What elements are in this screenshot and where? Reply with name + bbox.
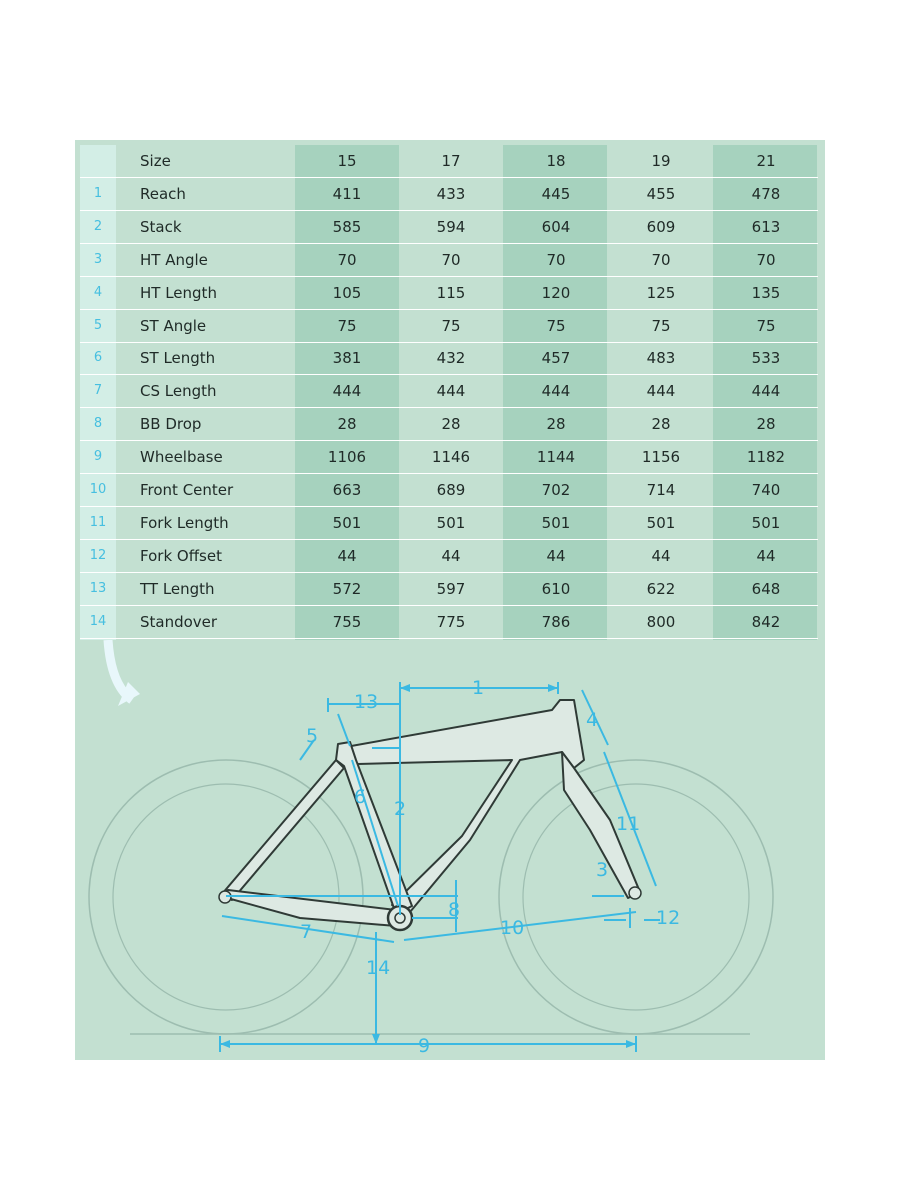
- table-cell: 115: [436, 283, 466, 302]
- dim-label-fork-offset: 12: [656, 907, 681, 929]
- table-row: [80, 540, 818, 573]
- table-cell: 1106: [327, 448, 367, 467]
- table-cell: 445: [541, 184, 571, 203]
- row-number: 2: [93, 218, 103, 234]
- row-number: 1: [93, 185, 103, 201]
- table-cell: 44: [441, 546, 461, 565]
- table-cell: 28: [546, 415, 566, 434]
- size-header: 15: [337, 152, 357, 170]
- row-number: 3: [93, 251, 103, 267]
- table-cell: 444: [332, 382, 362, 401]
- table-cell: 786: [541, 612, 571, 631]
- row-number: 4: [93, 284, 103, 300]
- table-row: [80, 606, 818, 639]
- row-label: TT Length: [140, 579, 215, 598]
- table-cell: 411: [332, 184, 362, 203]
- dim-label-front-center: 10: [500, 917, 525, 939]
- dim-label-stack: 2: [394, 798, 407, 820]
- table-cell: 70: [756, 250, 776, 269]
- table-row: [80, 408, 818, 441]
- row-label: HT Angle: [140, 250, 208, 269]
- table-cell: 120: [541, 283, 571, 302]
- size-header: 18: [546, 152, 566, 170]
- table-cell: 44: [546, 546, 566, 565]
- table-row: [80, 277, 818, 310]
- row-label: Reach: [140, 184, 186, 203]
- table-cell: 663: [332, 481, 362, 499]
- row-number: 8: [93, 416, 103, 432]
- table-cell: 501: [751, 513, 781, 532]
- dim-label-ht-length: 4: [586, 709, 599, 731]
- table-cell: 44: [651, 546, 671, 565]
- table-cell: 501: [436, 513, 466, 532]
- table-cell: 594: [436, 217, 466, 236]
- table-cell: 433: [436, 184, 466, 203]
- table-cell: 432: [436, 349, 466, 368]
- table-cell: 622: [646, 579, 676, 598]
- table-cell: 70: [337, 250, 357, 269]
- table-cell: 75: [337, 316, 357, 335]
- table-cell: 604: [541, 217, 571, 236]
- table-cell: 70: [441, 250, 461, 269]
- table-cell: 105: [332, 283, 362, 302]
- table-cell: 613: [751, 217, 781, 236]
- table-cell: 501: [541, 513, 571, 532]
- row-label: ST Angle: [140, 316, 207, 335]
- table-cell: 501: [332, 513, 362, 532]
- row-label: Wheelbase: [140, 448, 223, 467]
- table-cell: 70: [546, 250, 566, 269]
- dim-label-reach: 1: [472, 677, 485, 699]
- table-cell: 75: [546, 316, 566, 335]
- dim-label-wheelbase: 9: [418, 1035, 431, 1057]
- row-number: 5: [93, 317, 103, 333]
- table-cell: 75: [651, 316, 671, 335]
- table-cell: 28: [337, 415, 357, 434]
- table-cell: 755: [332, 612, 362, 631]
- dim-label-standover: 14: [366, 957, 391, 979]
- row-label: Fork Offset: [140, 546, 222, 565]
- table-cell: 775: [436, 612, 466, 631]
- table-cell: 75: [441, 316, 461, 335]
- table-cell: 572: [332, 579, 362, 598]
- size-header-label: Size: [140, 152, 171, 170]
- table-cell: 501: [646, 513, 676, 532]
- dim-label-st-length: 6: [354, 786, 367, 808]
- table-cell: 648: [751, 579, 781, 598]
- table-cell: 1146: [431, 448, 471, 467]
- table-cell: 478: [751, 184, 781, 203]
- table-header-row: [80, 145, 818, 178]
- row-label: BB Drop: [140, 415, 202, 434]
- row-number: 12: [89, 547, 107, 563]
- size-header: 21: [756, 152, 776, 170]
- table-row: [80, 178, 818, 211]
- row-number: 9: [93, 449, 103, 465]
- table-cell: 533: [751, 349, 781, 368]
- table-cell: 444: [541, 382, 571, 401]
- table-row: [80, 244, 818, 277]
- table-cell: 444: [436, 382, 466, 401]
- table-cell: 689: [436, 481, 466, 499]
- dim-label-ht-angle: 3: [596, 859, 609, 881]
- table-cell: 1182: [746, 448, 786, 467]
- row-number: 7: [93, 383, 103, 399]
- table-cell: 28: [756, 415, 776, 434]
- table-cell: 585: [332, 217, 362, 236]
- table-cell: 609: [646, 217, 676, 236]
- table-row: [80, 507, 818, 540]
- row-label: ST Length: [140, 349, 216, 368]
- table-row: [80, 441, 818, 474]
- size-header: 19: [651, 152, 671, 170]
- size-header: 17: [441, 152, 461, 170]
- table-cell: 610: [541, 579, 571, 598]
- bike-frame: [220, 700, 640, 926]
- table-row: [80, 573, 818, 606]
- table-cell: 75: [756, 316, 776, 335]
- row-label: Front Center: [140, 481, 234, 499]
- table-cell: 125: [646, 283, 676, 302]
- dim-label-cs-length: 7: [300, 921, 313, 943]
- table-cell: 381: [332, 349, 362, 368]
- table-cell: 44: [756, 546, 776, 565]
- table-cell: 702: [541, 481, 571, 499]
- dim-label-tt-length: 13: [354, 691, 379, 713]
- front-axle: [629, 887, 641, 899]
- table-cell: 44: [337, 546, 357, 565]
- table-row: [80, 211, 818, 244]
- table-cell: 444: [646, 382, 676, 401]
- row-label: CS Length: [140, 382, 217, 401]
- row-label: Stack: [140, 217, 182, 236]
- table-cell: 842: [751, 612, 781, 631]
- table-row: [80, 375, 818, 408]
- table-cell: 28: [651, 415, 671, 434]
- table-cell: 714: [646, 481, 676, 499]
- table-cell: 70: [651, 250, 671, 269]
- table-row: [80, 474, 818, 507]
- table-row: [80, 342, 818, 375]
- row-label: Fork Length: [140, 513, 229, 532]
- table-row: [80, 310, 818, 343]
- row-number: 13: [89, 580, 107, 596]
- table-cell: 444: [751, 382, 781, 401]
- table-cell: 455: [646, 184, 676, 203]
- dim-label-st-angle: 5: [306, 725, 319, 747]
- table-cell: 135: [751, 283, 781, 302]
- table-cell: 1156: [641, 448, 681, 467]
- row-label: Standover: [140, 612, 218, 631]
- row-number: 6: [93, 350, 103, 366]
- dim-label-fork-length: 11: [616, 813, 641, 835]
- row-number: 10: [89, 482, 107, 497]
- table-cell: 800: [646, 612, 676, 631]
- bike-frame-diagram: [0, 640, 900, 1060]
- dim-label-bb-drop: 8: [448, 899, 461, 921]
- table-cell: 457: [541, 349, 571, 368]
- row-number: 11: [89, 514, 107, 530]
- table-cell: 28: [441, 415, 461, 434]
- row-label: HT Length: [140, 283, 217, 302]
- table-cell: 1144: [536, 448, 576, 467]
- table-cell: 483: [646, 349, 676, 368]
- row-number: 14: [89, 613, 107, 629]
- table-cell: 597: [436, 579, 466, 598]
- table-cell: 740: [751, 481, 781, 499]
